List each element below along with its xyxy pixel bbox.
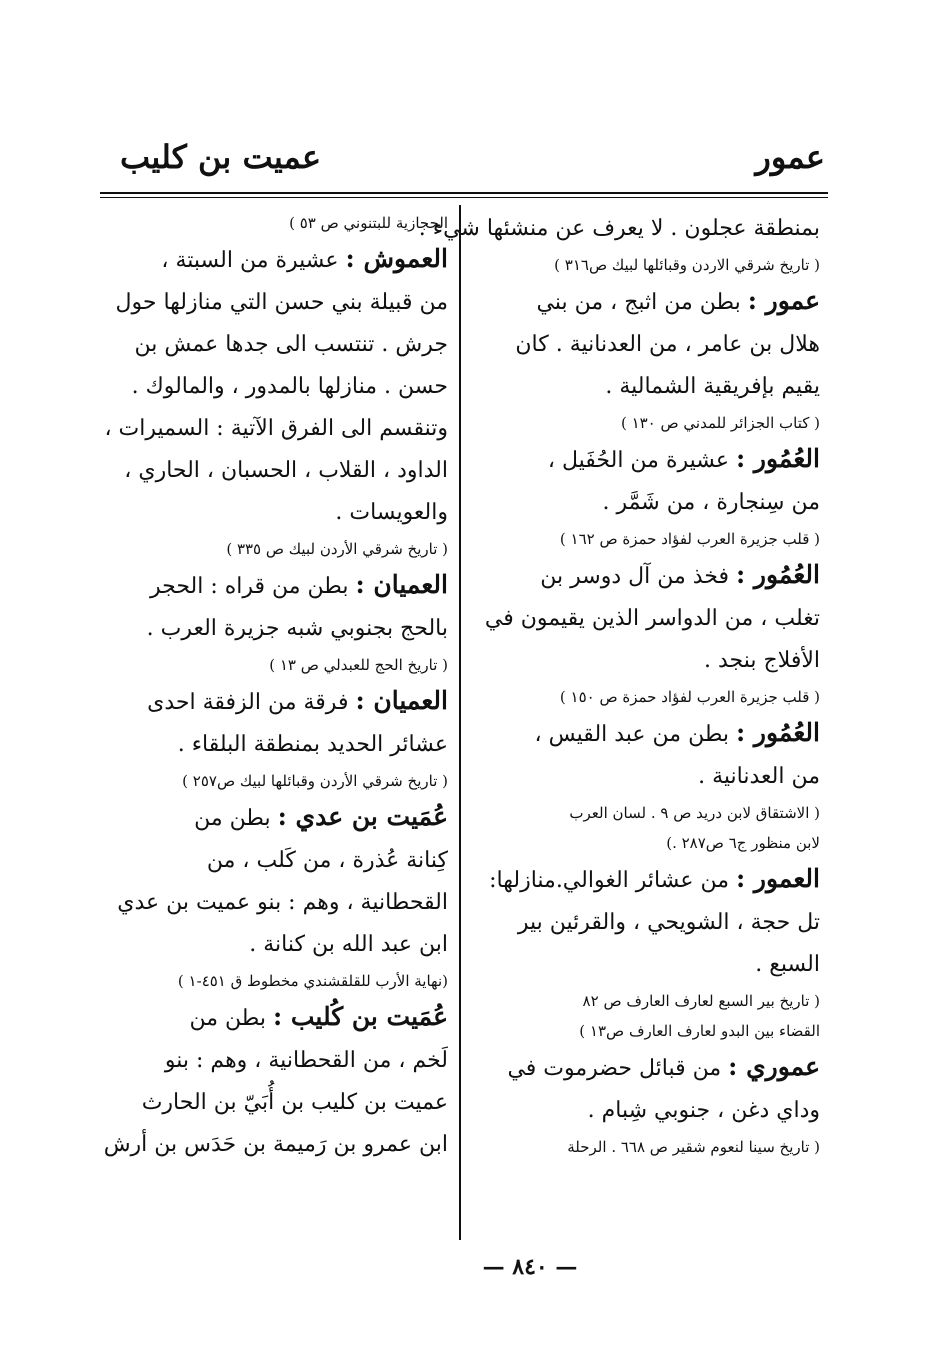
citation-line: ( تاريخ سينا لنعوم شقير ص ٦٦٨ . الرحلة — [567, 1138, 820, 1156]
entry-term: العميان : — [355, 570, 448, 599]
text-line: وتنقسم الى الفرق الآتية : السميرات ، — [104, 416, 448, 441]
entry-term: عمور : — [747, 286, 820, 315]
entry-term: عُمَيت بن كُليب : — [272, 1002, 448, 1031]
text-line: بمنطقة عجلون . لا يعرف عن منشئها شيء . — [418, 216, 820, 241]
text-line: والعويسات . — [335, 500, 448, 525]
page-footer — [0, 1254, 940, 1280]
entry-line — [468, 858, 820, 902]
text-line: وداي دغن ، جنوبي شِبام . — [587, 1098, 820, 1123]
entry-line — [468, 280, 820, 324]
citation-line: الحجازية للبتنوني ص ٥٣ ) — [289, 214, 448, 232]
citation-line: القضاء بين البدو لعارف العارف ص١٣ ) — [579, 1022, 820, 1040]
running-header — [100, 138, 825, 188]
entry-text: عشيرة من السبتة ، — [161, 248, 346, 273]
text-line: جرش . تنتسب الى جدها عمش بن — [134, 332, 448, 357]
text-line: يقيم بإفريقية الشمالية . — [605, 374, 820, 399]
entry-term: العميان : — [355, 686, 448, 715]
citation-line: ( قلب جزيرة العرب لفؤاد حمزة ص ١٦٢ ) — [559, 530, 820, 548]
entry-text: بطن من عبد القيس ، — [534, 722, 736, 747]
header-left-word: عميت بن كليب — [120, 138, 322, 176]
text-line: عميت بن كليب بن أُبَيّ بن الحارث — [141, 1090, 448, 1115]
entry-term: العُمُور : — [736, 560, 820, 589]
entry-line — [468, 438, 820, 482]
citation-line: ( كتاب الجزائر للمدني ص ١٣٠ ) — [620, 414, 820, 432]
entry-line — [100, 238, 448, 282]
column-divider — [459, 205, 461, 1240]
entry-line — [100, 564, 448, 608]
left-column — [100, 208, 448, 1166]
citation-line: (نهاية الأرب للقلقشندي مخطوط ق ٤٥١-١ ) — [177, 972, 448, 990]
entry-text: بطن من قراه : الحجر — [149, 574, 356, 599]
entry-text: من عشائر الغوالي.منازلها: — [489, 868, 736, 893]
entry-text: عشيرة من الحُفَيل ، — [547, 448, 736, 473]
entry-term: العُمُور : — [736, 718, 820, 747]
header-right-word: عمور — [755, 138, 825, 176]
citation-line: ( الاشتقاق لابن دريد ص ٩ . لسان العرب — [569, 804, 820, 822]
text-line: الأفلاج بنجد . — [704, 648, 820, 673]
text-line: تغلب ، من الدواسر الذين يقيمون في — [484, 606, 820, 631]
citation-line: لابن منظور ج٦ ص٢٨٧ .) — [666, 834, 820, 852]
text-line: هلال بن عامر ، من العدنانية . كان — [515, 332, 820, 357]
text-line: لَخم ، من القحطانية ، وهم : بنو — [164, 1048, 448, 1073]
text-line: من العدنانية . — [698, 764, 820, 789]
entry-term: عُمَيت بن عدي : — [277, 802, 448, 831]
entry-text: بطن من اثبج ، من بني — [536, 290, 748, 315]
entry-text: من قبائل حضرموت في — [507, 1056, 729, 1081]
entry-text: فرقة من الزفقة احدى — [147, 690, 356, 715]
citation-line: ( قلب جزيرة العرب لفؤاد حمزة ص ١٥٠ ) — [559, 688, 820, 706]
text-line: كِنانة عُذرة ، من كَلب ، من — [206, 848, 448, 873]
entry-line — [468, 1046, 820, 1090]
citation-line: ( تاريخ شرقي الأردن لبيك ص ٣٣٥ ) — [226, 540, 448, 558]
text-line: حسن . منازلها بالمدور ، والمالوك . — [131, 374, 448, 399]
text-line: عشائر الحديد بمنطقة البلقاء . — [177, 732, 448, 757]
entry-term: العمور : — [736, 864, 820, 893]
text-line: ابن عبد الله بن كنانة . — [249, 932, 448, 957]
citation-line: ( تاريخ الحج للعبدلي ص ١٣ ) — [269, 656, 448, 674]
citation-line: ( تاريخ شرقي الاردن وقبائلها لبيك ص٣١٦ ) — [554, 256, 820, 274]
citation-line: ( تاريخ شرقي الأردن وقبائلها لبيك ص٢٥٧ ) — [182, 772, 448, 790]
entry-text: بطن من — [194, 806, 278, 831]
entry-term: العُمُور : — [736, 444, 820, 473]
text-line: القحطانية ، وهم : بنو عميت بن عدي — [117, 890, 448, 915]
text-line: ابن عمرو بن رَميمة بن حَدَس بن أرش — [103, 1132, 448, 1157]
entry-line — [100, 680, 448, 724]
header-rule-thin — [100, 197, 828, 198]
entry-term: عموري : — [728, 1052, 820, 1081]
right-column — [418, 208, 820, 1162]
text-line: بالحج بجنوبي شبه جزيرة العرب . — [146, 616, 448, 641]
page-number: — ٨٤٠ — — [482, 1254, 578, 1280]
citation-line: ( تاريخ بير السبع لعارف العارف ص ٨٢ — [582, 992, 820, 1010]
entry-term: العموش : — [345, 244, 448, 273]
text-line: تل حجة ، الشويحي ، والقرئين بير — [517, 910, 820, 935]
entry-text: بطن من — [189, 1006, 273, 1031]
text-line: السبع . — [755, 952, 820, 977]
entry-text: فخذ من آل دوسر بن — [540, 564, 736, 589]
entry-line — [468, 712, 820, 756]
text-line: من سِنجارة ، من شَمَّر . — [602, 490, 820, 515]
text-line: من قبيلة بني حسن التي منازلها حول — [115, 290, 448, 315]
entry-line — [100, 996, 448, 1040]
entry-line — [468, 554, 820, 598]
header-rule — [100, 192, 828, 194]
entry-line — [100, 796, 448, 840]
text-line: الداود ، القلاب ، الحسبان ، الحاري ، — [124, 458, 448, 483]
